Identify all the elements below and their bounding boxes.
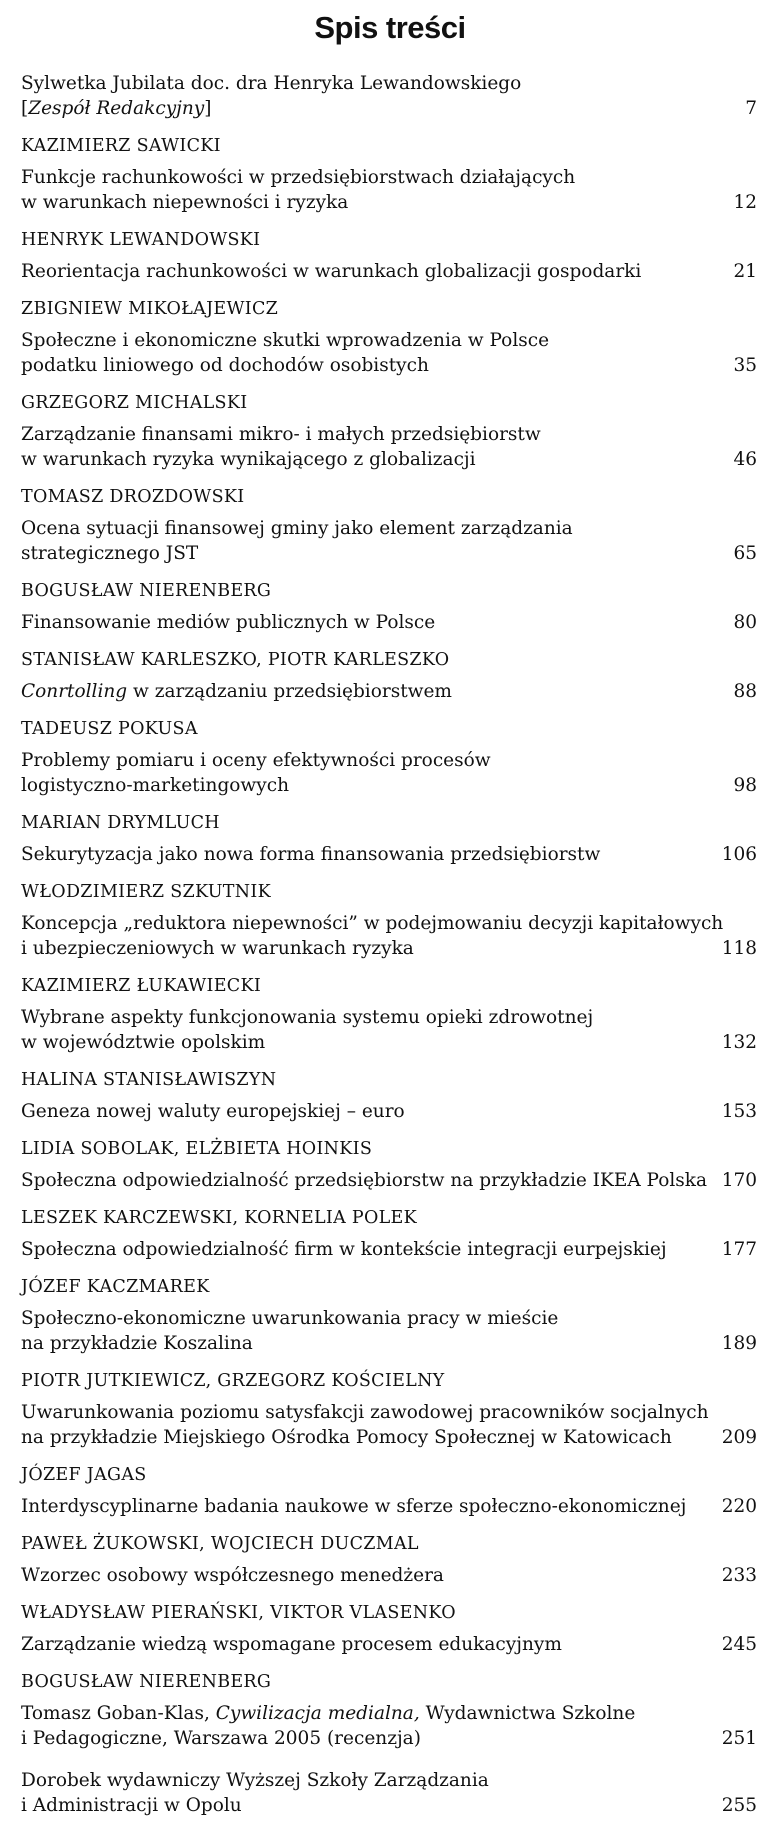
entry-page-number: 65 (733, 543, 757, 564)
entry-page-number: 88 (733, 681, 757, 702)
entry-title-line: na przykładzie Koszalina (21, 1333, 253, 1354)
entry-title-line: Geneza nowej waluty europejskiej – euro (21, 1101, 405, 1122)
entry-title (21, 679, 711, 704)
text-run: Wydawnictwa Szkolne (419, 1703, 636, 1724)
entry-title (21, 1768, 711, 1818)
entry-title-line: podatku liniowego od dochodów osobistych (21, 355, 429, 376)
entry-title-line: Zarządzanie finansami mikro- i małych przedsiębiorstw (21, 424, 541, 445)
entry-page-number: 255 (721, 1795, 757, 1816)
entry-author: STANISŁAW KARLESZKO, PIOTR KARLESZKO (21, 650, 450, 670)
entry-title-line: Ocena sytuacji finansowej gminy jako element zarządzania (21, 518, 573, 539)
entry-page-number: 170 (721, 1170, 757, 1191)
entry-title (21, 842, 711, 867)
entry-title-line: Wzorzec osobowy współczesnego menedżera (21, 1565, 444, 1586)
entry-author: KAZIMIERZ SAWICKI (21, 136, 221, 156)
entry-title-line: na przykładzie Miejskiego Ośrodka Pomocy Społecznej w Katowicach (21, 1427, 672, 1448)
entry-title (21, 911, 724, 961)
entry-title-line: Funkcje rachunkowości w przedsiębiorstwach działających (21, 167, 576, 188)
entry-title (21, 1632, 711, 1657)
entry-title-line (21, 96, 711, 121)
entry-title (21, 422, 711, 472)
entry-title (21, 516, 711, 566)
entry-title-line: Zarządzanie wiedzą wspomagane procesem edukacyjnym (21, 1634, 562, 1655)
toc-entry[interactable] (21, 1099, 757, 1131)
entry-page-number: 153 (721, 1101, 757, 1122)
entry-page-number: 7 (745, 98, 757, 119)
entry-author: HENRYK LEWANDOWSKI (21, 230, 261, 250)
entry-title (21, 1494, 711, 1519)
entry-title (21, 1701, 711, 1751)
entry-page-number: 21 (733, 261, 757, 282)
entry-page-number: 251 (721, 1728, 757, 1749)
entry-page-number: 98 (733, 775, 757, 796)
entry-author: BOGUSŁAW NIERENBERG (21, 1672, 272, 1692)
toc-entry[interactable] (21, 1632, 757, 1664)
entry-title-line: Uwarunkowania poziomu satysfakcji zawodowej pracowników socjalnych (21, 1402, 709, 1423)
entry-page-number: 209 (721, 1427, 757, 1448)
toc-entry[interactable] (21, 516, 757, 573)
entry-title (21, 1237, 711, 1262)
entry-title-line: w warunkach ryzyka wynikającego z globalizacji (21, 449, 476, 470)
page-title: Spis treści (314, 10, 466, 45)
toc-entry[interactable] (21, 328, 757, 385)
entry-author: LESZEK KARCZEWSKI, KORNELIA POLEK (21, 1208, 417, 1228)
entry-title (21, 1005, 711, 1055)
entry-author: GRZEGORZ MICHALSKI (21, 393, 248, 413)
entry-title (21, 1563, 711, 1588)
entry-page-number: 220 (721, 1496, 757, 1517)
toc-entry[interactable] (21, 610, 757, 642)
entry-title (21, 259, 711, 284)
toc-entry[interactable] (21, 259, 757, 291)
toc-entry[interactable] (21, 422, 757, 479)
toc-entry[interactable] (21, 1494, 757, 1526)
entry-title-line: Interdyscyplinarne badania naukowe w sferze społeczno-ekonomicznej (21, 1496, 687, 1517)
entry-title-line: w warunkach niepewności i ryzyka (21, 192, 349, 213)
text-run: [ (21, 98, 29, 119)
entry-title-line: Sekurytyzacja jako nowa forma finansowania przedsiębiorstw (21, 844, 601, 865)
entry-title-line: logistyczno-marketingowych (21, 775, 289, 796)
entry-author: LIDIA SOBOLAK, ELŻBIETA HOINKIS (21, 1139, 373, 1159)
entry-author: MARIAN DRYMLUCH (21, 813, 220, 833)
toc-entry[interactable] (21, 1306, 757, 1363)
entry-title-line (21, 1701, 711, 1726)
entry-title-line: Koncepcja „reduktora niepewności” w podejmowaniu decyzji kapitałowych (21, 913, 724, 934)
entry-title-line: Finansowanie mediów publicznych w Polsce (21, 612, 436, 633)
entry-title-line: Społeczna odpowiedzialność przedsiębiorstw na przykładzie IKEA Polska (21, 1170, 708, 1191)
entry-author: JÓZEF KACZMAREK (21, 1277, 210, 1297)
text-run: Tomasz Goban-Klas, (21, 1703, 216, 1724)
entry-page-number: 132 (721, 1032, 757, 1053)
entry-title-line: Reorientacja rachunkowości w warunkach globalizacji gospodarki (21, 261, 642, 282)
entry-title-line: strategicznego JST (21, 543, 199, 564)
entry-author: HALINA STANISŁAWISZYN (21, 1070, 277, 1090)
entry-author: ZBIGNIEW MIKOŁAJEWICZ (21, 299, 279, 319)
toc-entry[interactable] (21, 1563, 757, 1595)
entry-title-line: Wybrane aspekty funkcjonowania systemu opieki zdrowotnej (21, 1007, 594, 1028)
entry-title-line: Społeczno-ekonomiczne uwarunkowania pracy w mieście (21, 1308, 559, 1329)
entry-title-line: w województwie opolskim (21, 1032, 266, 1053)
entry-author: PIOTR JUTKIEWICZ, GRZEGORZ KOŚCIELNY (21, 1371, 445, 1391)
entry-page-number: 177 (721, 1239, 757, 1260)
entry-title-line: Problemy pomiaru i oceny efektywności procesów (21, 750, 491, 771)
entry-title (21, 165, 711, 215)
entry-page-number: 233 (721, 1565, 757, 1586)
toc-entry[interactable] (21, 1400, 757, 1457)
entry-title (21, 328, 711, 378)
entry-title-line (21, 679, 711, 704)
toc-entry[interactable] (21, 1005, 757, 1062)
italic-text: Cywilizacja medialna, (215, 1703, 420, 1724)
entry-page-number: 106 (721, 844, 757, 865)
toc-entry[interactable] (21, 1758, 757, 1825)
entry-title-line: i Administracji w Opolu (21, 1795, 242, 1816)
table-of-contents (21, 71, 757, 1825)
entry-page-number: 80 (733, 612, 757, 633)
entry-author: TOMASZ DROZDOWSKI (21, 487, 245, 507)
entry-page-number: 118 (721, 938, 757, 959)
entry-page-number: 35 (733, 355, 757, 376)
entry-title-line: Społeczne i ekonomiczne skutki wprowadzenia w Polsce (21, 330, 550, 351)
entry-title-line: Społeczna odpowiedzialność firm w kontekście integracji eurpejskiej (21, 1239, 667, 1260)
entry-author: WŁADYSŁAW PIERAŃSKI, VIKTOR VLASENKO (21, 1603, 456, 1623)
entry-title (21, 1099, 711, 1124)
entry-author: JÓZEF JAGAS (21, 1465, 147, 1485)
entry-page-number: 189 (721, 1333, 757, 1354)
text-run: ] (204, 98, 212, 119)
toc-entry[interactable] (21, 911, 757, 968)
entry-title (21, 71, 711, 121)
italic-text: Conrtolling (21, 681, 128, 702)
entry-title-line: i Pedagogiczne, Warszawa 2005 (recenzja) (21, 1728, 421, 1749)
entry-author: TADEUSZ POKUSA (21, 719, 198, 739)
toc-entry[interactable] (21, 71, 757, 128)
toc-entry[interactable] (21, 842, 757, 874)
entry-title (21, 748, 711, 798)
entry-title (21, 1168, 711, 1193)
entry-author: KAZIMIERZ ŁUKAWIECKI (21, 976, 262, 996)
entry-title (21, 1400, 711, 1450)
toc-entry[interactable] (21, 1237, 757, 1269)
entry-page-number: 245 (721, 1634, 757, 1655)
entry-author: WŁODZIMIERZ SZKUTNIK (21, 882, 271, 902)
text-run: w zarządzaniu przedsiębiorstwem (127, 681, 452, 702)
entry-title (21, 610, 711, 635)
entry-title-line: i ubezpieczeniowych w warunkach ryzyka (21, 938, 414, 959)
toc-entry[interactable] (21, 679, 757, 711)
entry-page-number: 46 (733, 449, 757, 470)
entry-author: PAWEŁ ŻUKOWSKI, WOJCIECH DUCZMAL (21, 1534, 419, 1554)
toc-entry[interactable] (21, 165, 757, 222)
entry-title-line: Sylwetka Jubilata doc. dra Henryka Lewandowskiego (21, 73, 522, 94)
entry-page-number: 12 (733, 192, 757, 213)
toc-entry[interactable] (21, 748, 757, 805)
entry-author: BOGUSŁAW NIERENBERG (21, 581, 272, 601)
entry-title (21, 1306, 711, 1356)
toc-entry[interactable] (21, 1168, 757, 1200)
entry-title-line: Dorobek wydawniczy Wyższej Szkoły Zarządzania (21, 1770, 489, 1791)
italic-text: Zespół Redakcyjny (28, 98, 205, 119)
toc-entry[interactable] (21, 1701, 757, 1758)
